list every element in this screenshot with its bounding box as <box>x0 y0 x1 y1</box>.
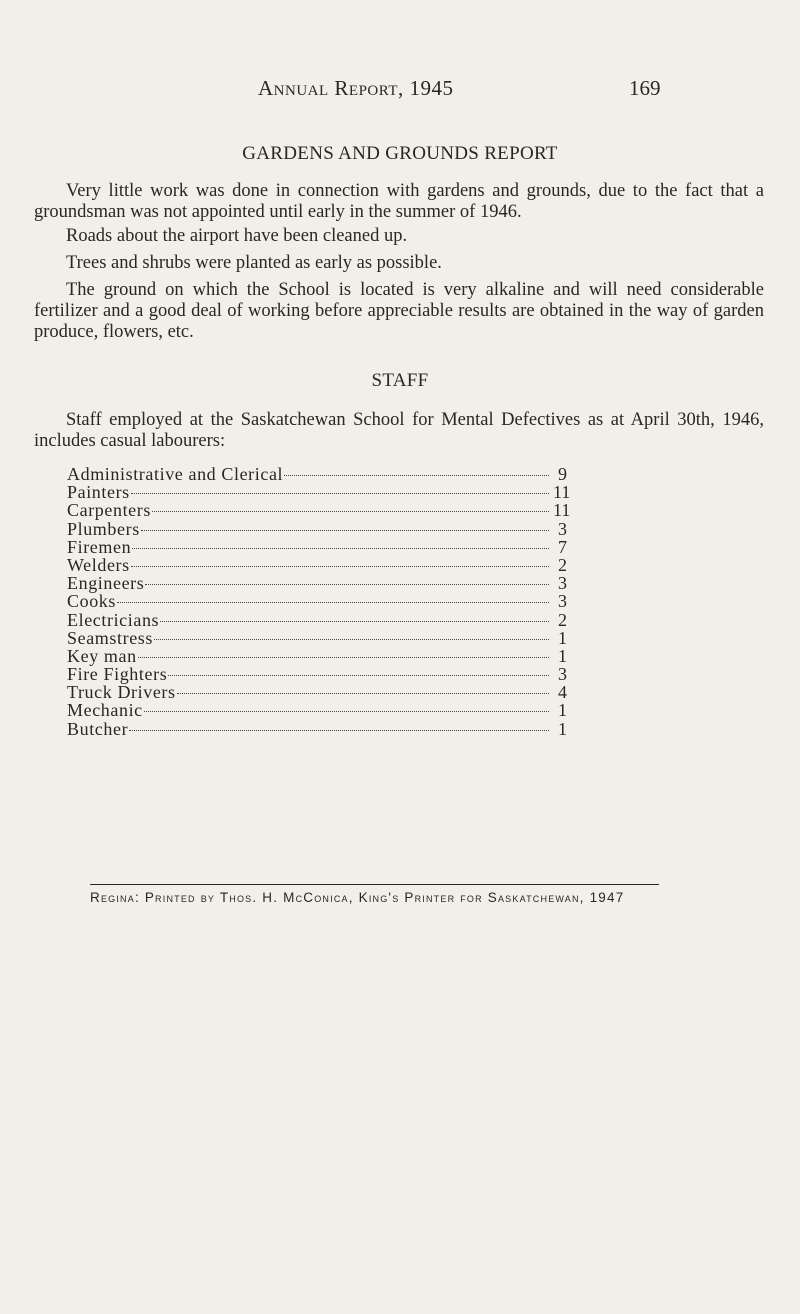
staff-row <box>67 500 571 521</box>
staff-row-count: 3 <box>558 591 567 612</box>
staff-row-label: Carpenters <box>67 500 151 521</box>
staff-row-label: Administrative and Clerical <box>67 464 284 484</box>
staff-row-count: 11 <box>553 500 571 521</box>
staff-row <box>67 720 567 738</box>
staff-row-count: 11 <box>553 482 571 503</box>
staff-row <box>67 574 567 592</box>
staff-row-label: Seamstress <box>67 627 153 648</box>
staff-row-label: Electricians <box>67 609 160 630</box>
dot-leader <box>138 657 549 658</box>
dot-leader <box>152 511 549 512</box>
staff-row <box>67 538 567 556</box>
staff-row <box>67 482 571 503</box>
dot-leader <box>131 566 549 567</box>
staff-row <box>67 592 567 610</box>
dot-leader <box>177 693 549 694</box>
staff-row-label: Firemen <box>67 536 132 557</box>
dot-leader <box>117 602 549 603</box>
dot-leader <box>284 475 549 476</box>
staff-row <box>67 665 567 683</box>
staff-list <box>67 464 571 739</box>
staff-row-count: 3 <box>558 518 567 539</box>
staff-row-count: 1 <box>558 718 567 739</box>
gardens-paragraph: Trees and shrubs were planted as early as possible. <box>66 253 442 273</box>
gardens-paragraph: Roads about the airport have been cleaned up. <box>66 226 408 246</box>
staff-row <box>67 629 567 647</box>
dot-leader <box>145 584 549 585</box>
staff-row <box>67 647 567 665</box>
staff-row <box>67 701 567 719</box>
staff-row-label: Fire Fighters <box>67 664 168 685</box>
staff-row-count: 1 <box>558 645 567 666</box>
gardens-paragraph: Very little work was done in connection with gardens and grounds, due to the fact that a groundsman was not appointed until early in the summer of 1946. <box>34 181 764 222</box>
staff-row <box>67 465 567 483</box>
page-number: 169 <box>629 76 661 100</box>
staff-row-count: 9 <box>558 464 567 484</box>
staff-row-count: 1 <box>558 627 567 648</box>
staff-row-label: Butcher <box>67 718 129 739</box>
staff-row-label: Key man <box>67 645 137 666</box>
staff-row-count: 3 <box>558 573 567 594</box>
staff-row-label: Painters <box>67 482 130 503</box>
staff-row-label: Truck Drivers <box>67 682 176 703</box>
staff-row-count: 4 <box>558 682 567 703</box>
staff-row-count: 7 <box>558 536 567 557</box>
dot-leader <box>160 621 549 622</box>
staff-row-label: Mechanic <box>67 700 143 721</box>
staff-row <box>67 556 567 574</box>
staff-row-count: 1 <box>558 700 567 721</box>
footer-rule <box>90 884 659 885</box>
dot-leader <box>144 711 549 712</box>
page-header <box>0 76 800 106</box>
dot-leader <box>131 493 549 494</box>
staff-row <box>67 520 567 538</box>
gardens-section-title: GARDENS AND GROUNDS REPORT <box>242 143 558 164</box>
staff-row <box>67 611 567 629</box>
printer-imprint: Regina: Printed by Thos. H. McConica, King's Printer for Saskatchewan, 1947 <box>90 890 625 905</box>
staff-row-label: Engineers <box>67 573 145 594</box>
staff-row-label: Cooks <box>67 591 117 612</box>
staff-row-label: Welders <box>67 554 130 575</box>
staff-row-count: 2 <box>558 554 567 575</box>
staff-section-title: STAFF <box>371 370 429 391</box>
staff-row-count: 3 <box>558 664 567 685</box>
dot-leader <box>141 530 549 531</box>
staff-row <box>67 683 567 701</box>
running-title: Annual Report, 1945 <box>258 76 454 100</box>
dot-leader <box>168 675 549 676</box>
dot-leader <box>132 548 549 549</box>
staff-intro-paragraph: Staff employed at the Saskatchewan School for Mental Defectives as at April 30th, 1946, includes casual labourers: <box>34 410 764 451</box>
dot-leader <box>129 730 549 731</box>
gardens-paragraph: The ground on which the School is located is very alkaline and will need considerable fertilizer and a good deal of working before appreciable results are obtained in the way of garden produce, flowers, etc. <box>34 280 764 342</box>
staff-row-count: 2 <box>558 609 567 630</box>
dot-leader <box>154 639 549 640</box>
staff-row-label: Plumbers <box>67 518 140 539</box>
